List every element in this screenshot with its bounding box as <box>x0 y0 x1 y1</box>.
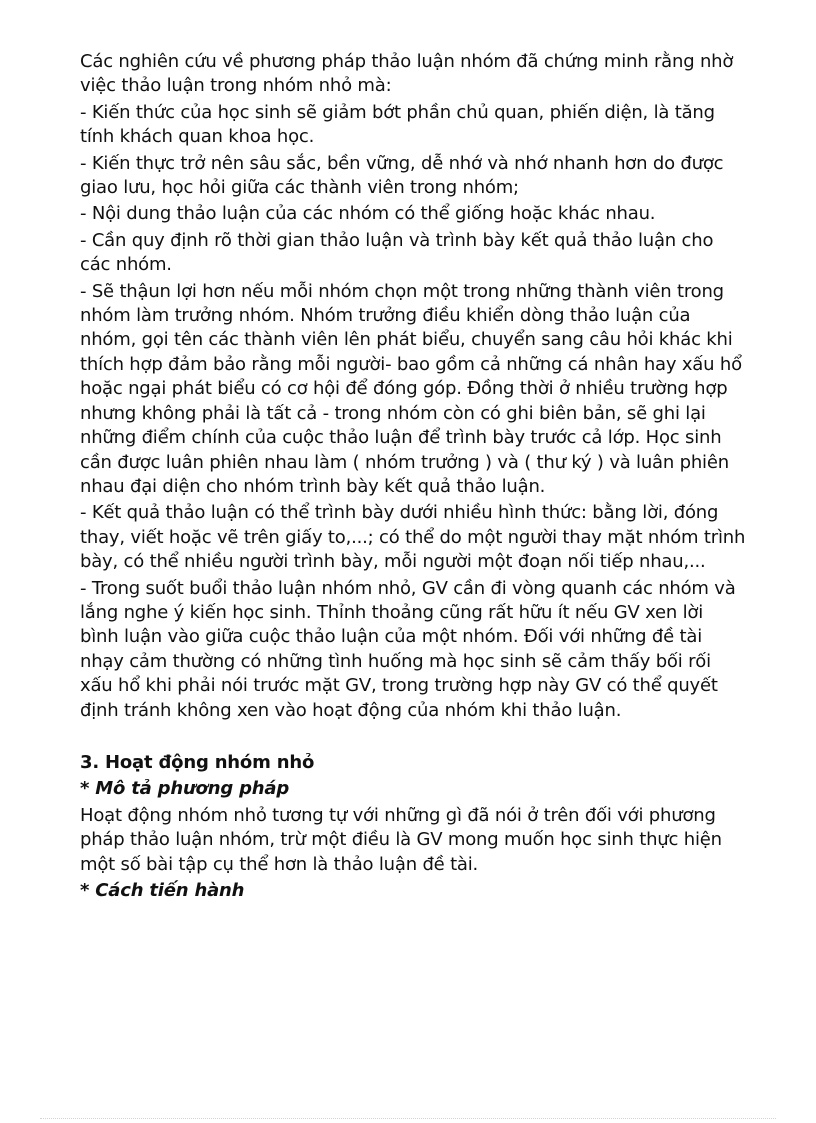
bullet-item: - Nội dung thảo luận của các nhóm có thể giống hoặc khác nhau. <box>80 203 656 225</box>
bullet-item: - Kiến thực trở nên sâu sắc, bền vững, dễ nhớ và nhớ nhanh hơn do được giao lưu, học hỏi giữa các thành viên trong nhóm; <box>80 152 724 199</box>
bullet-item: - Sẽ thậun lợi hơn nếu mỗi nhóm chọn một trong những thành viên trong nhóm làm trưởng nhóm. Nhóm trưởng điều khiển dòng thảo luận của nhóm, gọi tên các thành viên lên phát biểu, chuyển sang câu hỏi khác khi thích hợp đảm bảo rằng mỗi người- bao gồm cả những cá nhân hay xấu hổ hoặc ngại phát biểu có cơ hội để đóng góp. Đồng thời ở nhiều trường hợp nhưng không phải là tất cả - trong nhóm còn có ghi biên bản, sẽ ghi lại những điểm chính của cuộc thảo luận để trình bày trước cả lớp. Học sinh cần được luân phiên nhau làm ( nhóm trưởng ) và ( thư ký ) và luân phiên nhau đại diện cho nhóm trình bày kết quả thảo luận. <box>80 280 742 497</box>
intro-paragraph: Các nghiên cứu về phương pháp thảo luận nhóm đã chứng minh rằng nhờ việc thảo luận trong nhóm nhỏ mà: <box>80 51 734 97</box>
page-bottom-divider <box>40 1118 776 1119</box>
section-heading: 3. Hoạt động nhóm nhỏ <box>80 751 315 773</box>
method-description-heading: * Mô tả phương pháp <box>80 778 290 800</box>
document-page <box>80 50 746 905</box>
procedure-heading: * Cách tiến hành <box>80 880 245 901</box>
bullet-item: - Kết quả thảo luận có thể trình bày dưới nhiều hình thức: bằng lời, đóng thay, viết hoặc vẽ trên giấy to,...; có thể do một người thay mặt nhóm trình bày, có thể nhiều người trình bày, mỗi người một đoạn nối tiếp nhau,... <box>80 502 746 573</box>
bullet-item: - Kiến thức của học sinh sẽ giảm bớt phần chủ quan, phiến diện, là tăng tính khách quan khoa học. <box>80 101 715 148</box>
method-description-paragraph: Hoạt động nhóm nhỏ tương tự với những gì đã nói ở trên đối với phương pháp thảo luận nhóm, trừ một điều là GV mong muốn học sinh thực hiện một số bài tập cụ thể hơn là thảo luận đề tài. <box>80 804 722 875</box>
bullet-item: - Cần quy định rõ thời gian thảo luận và trình bày kết quả thảo luận cho các nhóm. <box>80 229 714 276</box>
bullet-item: - Trong suốt buổi thảo luận nhóm nhỏ, GV cần đi vòng quanh các nhóm và lắng nghe ý kiến học sinh. Thỉnh thoảng cũng rất hữu ít nếu GV xen lời bình luận vào giữa cuộc thảo luận của một nhóm. Đối với những đề tài nhạy cảm thường có những tình huống mà học sinh sẽ cảm thấy bối rối xấu hổ khi phải nói trước mặt GV, trong trường hợp này GV có thể quyết định tránh không xen vào hoạt động của nhóm khi thảo luận. <box>80 577 736 721</box>
